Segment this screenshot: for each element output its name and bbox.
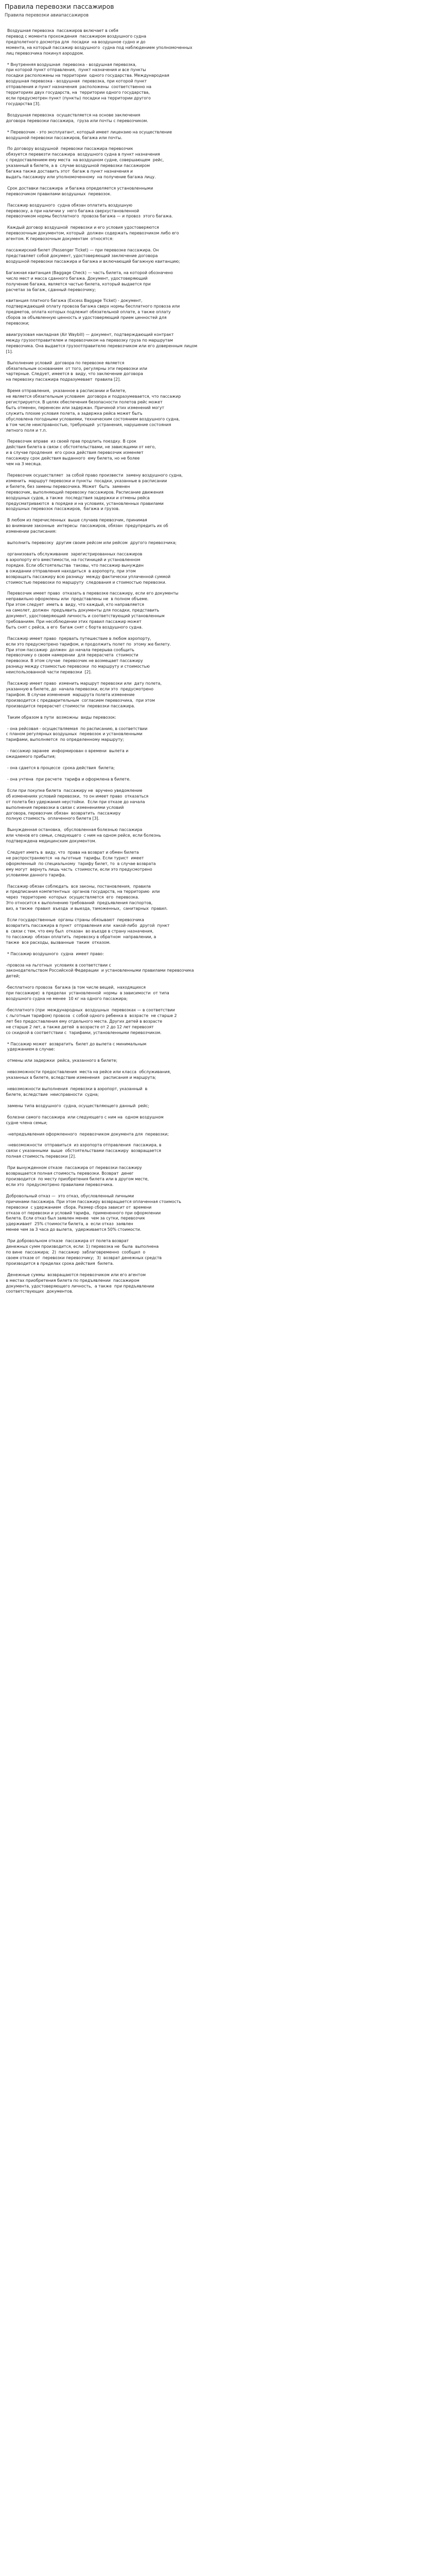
page-title: Правила перевозки пассажиров — [5, 3, 114, 10]
body-paragraph: Срок доставки пассажира и багажа определяется установленными перевозчиком правилами воздушных перевозок. — [6, 185, 153, 196]
body-paragraph: Таким образом в пути возможны виды перевозок: — [5, 715, 116, 720]
body-paragraph: замены типа воздушного судна, осуществляющего данный рейс; — [5, 1103, 149, 1108]
body-paragraph: Денежные суммы возвращаются перевозчиком или его агентом в местах приобретения билета по предъявлении пассажиром документа, удостоверяющего личность, а также при предъявлении соответствующих документов. — [6, 1272, 154, 1294]
body-paragraph: Багажная квитанция (Baggage Check) — часть билета, на которой обозначено число мест и масса сданного багажа. Документ, удостоверяющий получение багажа, является частью билета, который выдается при расчетах за багаж, сданный перевозчику; — [6, 270, 173, 292]
body-paragraph: Воздушная перевозка пассажиров включает в себя перевод с момента прохождения пассажиром воздушного судна предполетного досмотра для посадки на воздушное судно и до момента, на который пассажир воздушного судна под наблюдением уполномоченных лиц перевозчика покинул аэродром. — [6, 28, 193, 56]
body-paragraph: Перевозчик вправе из своей прав продлить поездку. В срок действия билета в связи с обстоятельствами, не зависящими от него, и в случае продления его срока действия перевозчик изменяет пассажиру срок действия выданного ему билета, но не более чем на 3 месяца. — [6, 439, 156, 467]
body-paragraph: выполнить перевозку другим своим рейсом или рейсом другого перевозчика; — [5, 540, 177, 546]
article-body — [5, 28, 431, 1295]
body-paragraph: * Перевозчик - это эксплуатант, который имеет лицензию на осуществление воздушной перевозки пассажиров, багажа или почты. — [6, 129, 172, 140]
body-paragraph: Пассажир воздушного судна обязан оплатить воздушную перевозку, а при наличии у него багажа сверхустановленной перевозчиком нормы бесплатного провоза багажа — и провоз этого багажа. — [6, 202, 173, 219]
body-paragraph: По договору воздушной перевозки пассажира перевозчик обязуется перевезти пассажира воздушного судна в пункт назначения с предоставлением ему места на воздушном судне, совершающем рейс, указанный в билете, а в случае воздушной перевозки пассажиром багажа также доставить этот багаж в пункт назначения и выдать пассажиру или уполномоченному на получение багажа лицу. — [6, 146, 164, 179]
body-paragraph: авиагрузовая накладная (Air Waybill) — документ, подтверждающий контракт между грузоотправителем и перевозчиком на перевозку груза по маршрутам перевозчика. Она выдается грузоотправителю перевозчиком или его доверенным лицом [1]. — [6, 332, 198, 354]
body-paragraph: Следует иметь в виду, что права на возврат и обмен билета не распространяются на льготные тарифы. Если турист имеет оформленный по специальному тарифу билет, то в случае возврата ему могут вернуть лишь часть стоимости, если это предусмотрено условиями данного тарифа. — [6, 850, 156, 877]
body-paragraph: Пассажир обязан соблюдать все законы, постановления, правила и предписания компетентных органов государств, на территорию или через территорию которых осуществляется его перевозка. Это относится к выполнению требований предъявления паспортов, виз, а также правил въезда и выезда, таможенных, санитарных правил. — [6, 884, 168, 911]
body-paragraph: * Внутренняя воздушная перевозка - воздушная перевозка, при которой пункт отправления, пункт назначения и все пункты посадки расположены на территории одного государства. Международная воздушная перевозка - воздушная перевозка, при которой пункт отправления и пункт назначения расположены соответственно на территориях двух государств, на территории одного государства, если предусмотрен пункт (пункты) посадки на территории другого государства [3]. — [6, 62, 169, 106]
body-paragraph: Воздушная перевозка осуществляется на основе заключения договора перевозки пассажира, груза или почты с перевозчиком. — [6, 112, 148, 123]
body-paragraph: Добровольный отказ — это отказ, обусловленный личными причинами пассажира. При этом пассажиру возвращается оплаченная стоимость перевозки с удержанием сбора. Размер сбора зависит от времени отказа от перевозки и условий тарифа, примененного при оформлении билета. Если отказ был заявлен менее чем за сутки, перевозчик удерживает 25% стоимости билета, а если отказ заявлен менее чем за 3 часа до вылета, удерживается 50% стоимости. — [6, 1193, 181, 1232]
body-paragraph: -бесплатного провоза багажа (в том числе вещей, находящихся при пассажире) в пределах установленной нормы в зависимости от типа воздушного судна не менее 10 кг на одного пассажира; — [6, 985, 169, 1002]
body-paragraph: болезни самого пассажира или следующего с ним на одном воздушном судне члена семьи; — [6, 1114, 164, 1125]
body-paragraph: Пассажир имеет право изменить маршрут перевозки или дату полета, указанную в билете, до начала перевозки, если это предусмотрено тарифом. В случае изменения маршрута полета изменение производится с предварительным согласием перевозчика, при этом производится перерасчет стоимости перевозки пассажира. — [6, 681, 162, 708]
body-paragraph: Перевозчик имеет право отказать в перевозке пассажиру, если его документы неправильно оформлены или представлены не в полном объеме. При этом следует иметь в виду, что каждый, кто направляется на самолет, должен предъявить документы для посадки, представить документ, удостоверяющий личность и соответствующий установленным требованиям. При несоблюдении этих правил пассажир может быть снят с рейса, а его багаж снят с борта воздушного судна. — [6, 591, 179, 630]
body-paragraph: Перевозчик осуществляет за собой право произвести замену воздушного судна, изменить маршрут перевозки и пункты посадки, указанные в расписании и билете, без замены перевозчика. Может быть заменен перевозчик, выполняющий перевозку пассажиров. Расписание движения воздушных судов, а также последствия задержки и отмены рейса предусматриваются в порядке и на условиях, установленных правилами воздушных перевозок пассажиров, багажа и грузов. — [6, 473, 183, 512]
body-paragraph: - пассажир заранее информирован о времени вылета и ожидаемого прибытия; — [6, 749, 129, 759]
body-paragraph: Каждый договор воздушной перевозки и его условия удостоверяются перевозочным документом, который должен содержать перевозчиком либо его агентом. К перевозочным документам относятся: — [6, 225, 179, 242]
body-paragraph: отмены или задержки рейса, указанного в билете; — [5, 1058, 117, 1063]
body-paragraph: - она рейсовая - осуществляемая по расписанию, в соответствии с планом регулярных воздушных перевозок и установленными тарифами, выполняется по определенному маршруту; — [6, 726, 148, 742]
body-paragraph: -бесплатного (при международных воздушных перевозках — в соответствии с льготным тарифом) провоза с собой одного ребенка в возрасте не старше 2 лет без предоставления ему отдельного места. Других детей в возрасте не старше 2 лет, а также детей в возрасте от 2 до 12 лет перевозят со скидкой в соответствии с тарифами, установленными перевозчиком. — [6, 1007, 177, 1035]
body-paragraph: Если при покупке билета пассажиру не вручено уведомление об изменениях условий перевозки, то он имеет право отказаться от полета без удержания неустойки. Если при отказе до начала выполнения перевозки в связи с изменениями условий договора, перевозчик обязан возвратить пассажиру полную стоимость оплаченного билета [3]. — [6, 788, 149, 821]
body-paragraph: Вынужденная остановка, обусловленная болезнью пассажира или членов его семьи, следующего с ним на одном рейсе, если болезнь подтверждена медицинским документом. — [6, 827, 161, 844]
body-paragraph: невозможности предоставления места на рейсе или класса обслуживания, указанных в билете, вследствие изменения расписания и маршрута; — [6, 1070, 171, 1080]
body-paragraph: Пассажир имеет право прервать путешествие в любом аэропорту, если это предусмотрено тарифом, и продолжить полет по этому же билету. При этом пассажир должен до начала перерыва сообщить перевозчику о своем намерении для перерасчета стоимости перевозки. В этом случае перевозчик не возмещает пассажиру разницу между стоимостью перевозки по маршруту и стоимостью неиспользованной части перевозки [2]. — [6, 636, 171, 675]
body-paragraph: -непредъявления оформленного перевозчиком документа для перевозки; — [5, 1131, 169, 1137]
body-paragraph: В любом из перечисленных выше случаев перевозчик, принимая во внимание законные интересы пассажиров, обязан предупредить их об изменении расписания: — [6, 518, 168, 534]
body-paragraph: -невозможности отправиться из аэропорта отправления пассажира, в связи с указанными выше обстоятельствами пассажиру возвращается полная стоимость перевозки [2]. — [6, 1143, 162, 1159]
body-paragraph: Время отправления, указанное в расписании и билете, не является обязательным условием договора и подразумевается, что пассажир регистрируется. В целях обеспечения безопасности полетов рейс может быть отменен, перенесен или задержан. Причиной этих изменений могут служить плохие условия полета, а задержка рейса может быть обусловлена погодными условиями, техническим состоянием воздушного судна, в том числе неисправностью, требующей устранения, нарушение состояния летного поля и т.п. — [6, 388, 181, 433]
body-paragraph: квитанция платного багажа (Excess Baggage Ticket) - документ, подтверждающий оплату провоза багажа сверх нормы бесплатного провоза или предметов, оплата которых подлежит обязательной оплате, а также оплату сборов за объявленную ценность и удостоверяющий прием ценностей для перевозки; — [6, 298, 180, 326]
body-paragraph: Выполнение условий договора по перевозке является обязательным основанием от того, регулярны эти перевозки или чартерные. Следует, имеется в виду, что заключение договора на перевозку пассажира подразумевает правила [2]. — [6, 360, 147, 382]
body-paragraph: - она сдается в процессе срока действия билета; — [5, 766, 115, 771]
page-subtitle: Правила перевозки авиапассажиров — [5, 12, 89, 18]
body-paragraph: * Пассажир может возвратить билет до вылета с минимальным удержанием в случае: — [7, 1041, 147, 1052]
body-paragraph: Если государственные органы страны обязывают перевозчика возвратить пассажира в пункт отправления или какой-либо другой пункт в связи с тем, что ему был отказан во въезде в страну назначения, то пассажир обязан оплатить перевозку в обратном направлении, а также все расходы, вызванные таким отказом. — [6, 918, 170, 945]
body-paragraph: * Пассажир воздушного судна имеет право: — [5, 951, 104, 956]
body-paragraph: пассажирский билет (Passenger Ticket) — при перевозке пассажира. Он представляет собой документ, удостоверяющий заключение договора воздушной перевозки пассажира и багажа и включающий багажную квитанцию; — [6, 248, 180, 264]
body-paragraph: невозможности выполнения перевозки в аэропорт, указанный в билете, вследствие неисправности судна; — [6, 1087, 148, 1097]
body-paragraph: - она учтена при расчете тарифа и оформлена в билете. — [5, 776, 131, 782]
body-paragraph: При вынужденном отказе пассажира от перевозки пассажиру возвращается полная стоимость перевозки. Возврат денег производится по месту приобретения билета или в другом месте, если это предусмотрено правилами перевозчика. — [6, 1165, 149, 1187]
body-paragraph: организовать обслуживание зарегистрированных пассажиров в аэропорту его вместимости, на гостиницей и установленном порядке. Если обстоятельства таковы, что пассажир вынужден в ожидании отправления находиться в аэропорту, при этом возвращать пассажиру всю разницу между фактически уплаченной суммой стоимостью перевозки по маршруту следования и стоимостью перевозки. — [6, 551, 171, 585]
body-paragraph: При добровольном отказе пассажира от полета возврат денежных сумм производится, если: 1) перевозка не была выполнена по вине пассажира; 2) пассажир заблаговременно сообщил о своем отказе от перевозки перевозчику; 3) возврат денежных средств производится в пределах срока действия билета. — [6, 1239, 162, 1266]
body-paragraph: -провоза на льготных условиях в соответствии с законодательством Российской Федерации и установленными правилами перевозчика детей; — [6, 962, 194, 979]
